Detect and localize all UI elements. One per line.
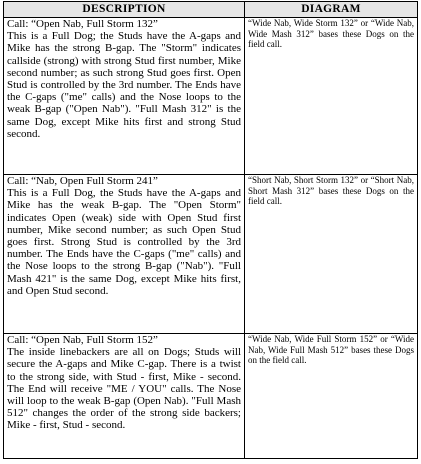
description-cell — [4, 175, 245, 334]
diagram-cell — [245, 18, 418, 175]
description-text: This is a Full Dog; the Studs have the A-gaps and Mike has the strong B-gap. The "Storm" indicates callside (strong) with strong Stud first number, Mike second number; as such strong Stud goes first. Open Stud is controlled by the 3rd number. The Ends have the C-gaps ("me" calls) and the Nose loops to the weak B-gap ("Open Nab"). "Full Mash 312" is the same Dog, except Mike hits first and strong Stud second. — [7, 30, 241, 140]
description-text: The inside linebackers are all on Dogs; Studs will secure the A-gaps and Mike C-gap. There is a twist to the strong side, with Stud - first, Mike - second. The End will receive "ME / YOU" calls. The Nose will loop to the weak B-gap (Open Nab). "Full Mash 512" changes the order of the strong side backers; Mike - first, Stud - second. — [7, 346, 241, 432]
diagram-note: “Short Nab, Short Storm 132” or “Short Nab, Short Mash 312” bases these Dogs on the field call. — [248, 175, 414, 206]
table-row — [4, 334, 418, 459]
playbook-table — [3, 1, 418, 459]
call-text: Call: “Open Nab, Full Storm 152” — [7, 334, 158, 346]
diagram-note: “Wide Nab, Wide Full Storm 152” or “Wide Nab, Wide Full Mash 512” bases these Dogs on the field call. — [248, 334, 414, 365]
table-row — [4, 18, 418, 175]
diagram-cell — [245, 175, 418, 334]
table-row — [4, 175, 418, 334]
call-text: Call: “Nab, Open Full Storm 241” — [7, 175, 158, 187]
description-text: This is a Full Dog, the Studs have the A-gaps and Mike has the weak B-gap. The "Open Storm" indicates Open (weak) side with Open Stud first number, Mike second number; as such Open Stud goes first. Strong Stud is controlled by the 3rd number. The Ends have the C-gaps ("me" calls) and the Nose loops to the strong B-gap ("Nab"). "Full Mash 421" is the same Dog, except Mike hits first, and Open Stud second. — [7, 187, 241, 297]
call-text: Call: “Open Nab, Full Storm 132” — [7, 18, 158, 30]
description-cell — [4, 334, 245, 459]
diagram-cell — [245, 334, 418, 459]
table-header-row — [4, 2, 418, 18]
diagram-note: “Wide Nab, Wide Storm 132” or “Wide Nab, Wide Mash 312” bases these Dogs on the field call. — [248, 18, 414, 49]
description-cell — [4, 18, 245, 175]
diagram-column-header: DIAGRAM — [245, 2, 418, 18]
description-column-header: DESCRIPTION — [4, 2, 245, 18]
